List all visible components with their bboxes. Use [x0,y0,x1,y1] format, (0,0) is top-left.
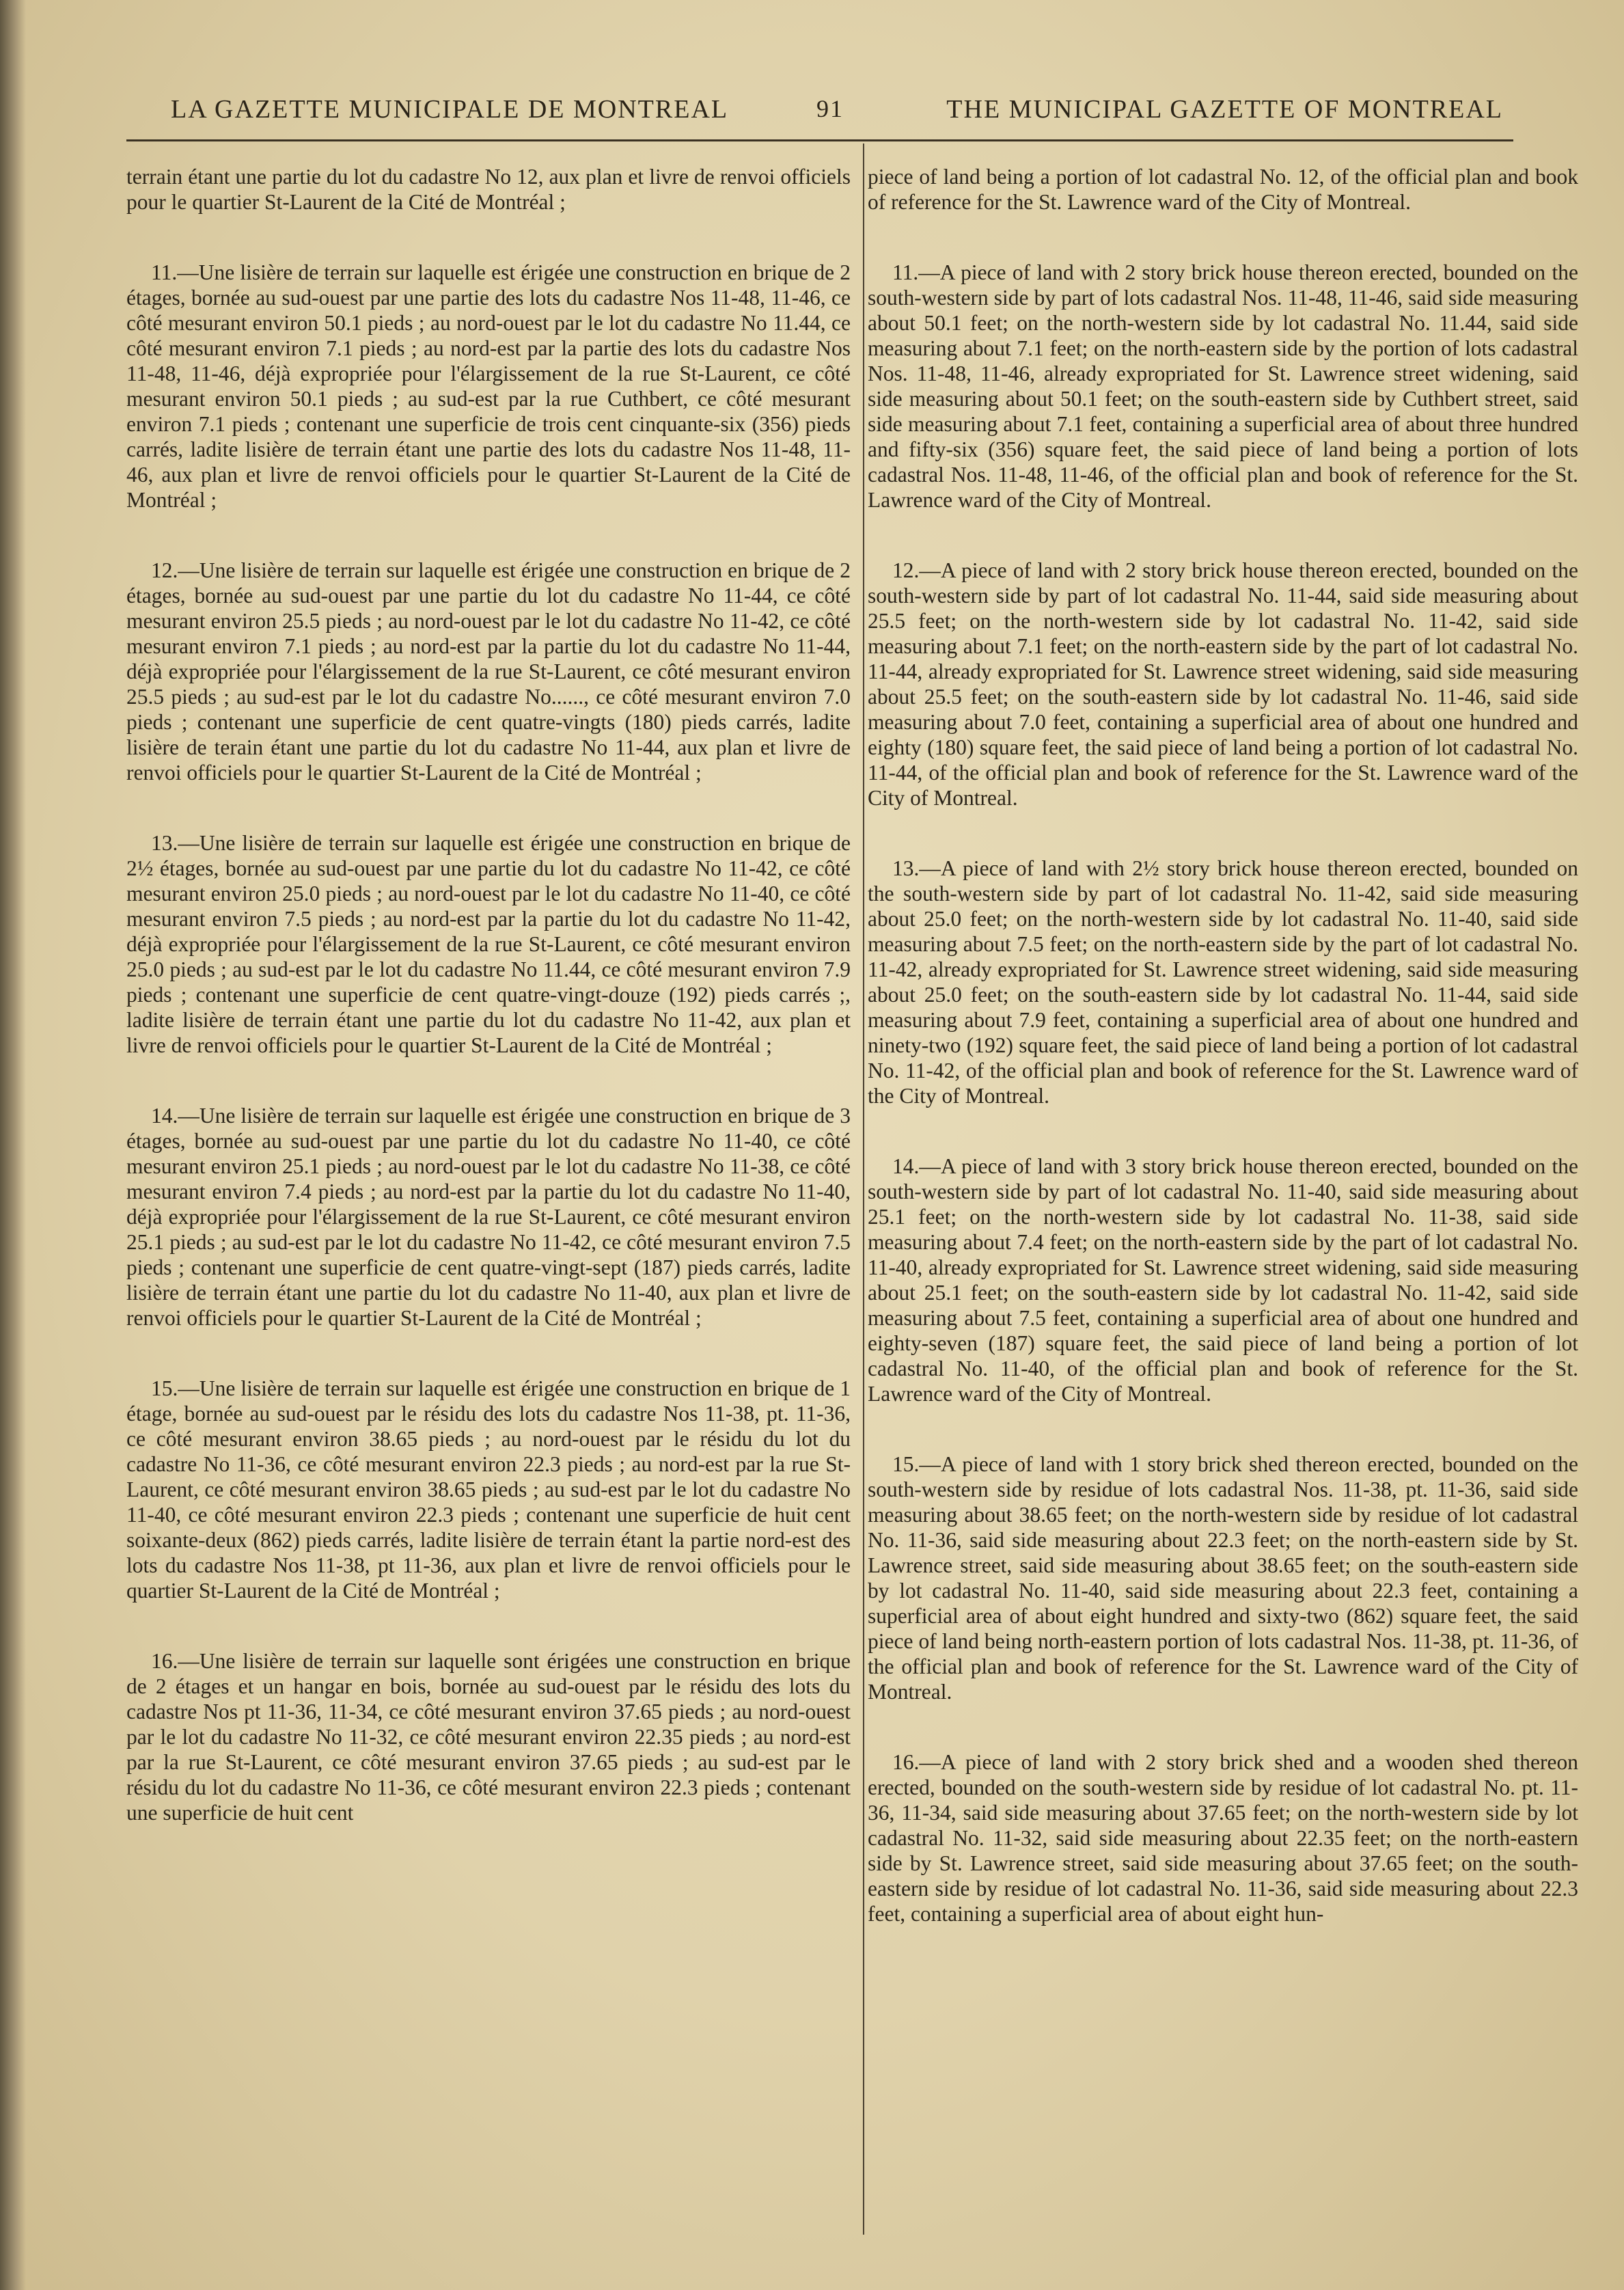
binding-edge [0,0,26,2290]
french-paragraph-continuation: terrain étant une partie du lot du cadastre No 12, aux plan et livre de renvoi officiels pour le quartier St-Laurent de la Cité de Montréal ; [126,165,851,214]
english-paragraph-12: 12.—A piece of land with 2 story brick house thereon erected, bounded on the south-western side by part of lot cadastral No. 11-44, said side measuring about 25.5 feet; on the north-western side by lot cadastral No. 11-42, said side measuring about 7.1 feet; on the north-eastern side by the part of lot cadastral No. 11-44, already expropriated for St. Lawrence street widening, said side measuring about 25.5 feet; on the south-eastern side by lot cadastral No. 11-46, said side measuring about 7.0 feet, containing a superficial area of about one hundred and eighty (180) square feet, the said piece of land being a portion of lot cadastral No. 11-44, of the official plan and book of reference for the St. Lawrence ward of the City of Montreal. [868,558,1578,810]
column-divider [863,144,864,2235]
french-paragraph-11: 11.—Une lisière de terrain sur laquelle est érigée une construction en brique de 2 étages, bornée au sud-ouest par une partie des lots du cadastre Nos 11-48, 11-46, ce côté mesurant environ 50.1 pieds ; au nord-ouest par le lot du cadastre No 11.44, ce côté mesurant environ 7.1 pieds ; au nord-est par la partie des lots du cadastre Nos 11-48, 11-46, déjà expropriée pour l'élargissement de la rue St-Laurent, ce côté mesurant environ 50.1 pieds ; au sud-est par la rue Cuthbert, ce côté mesurant environ 7.1 pieds ; contenant une superficie de trois cent cinquante-six (356) pieds carrés, ladite lisière de terrain étant une partie des lots du cadastre Nos 11-48, 11-46, aux plan et livre de renvoi officiels pour le quartier St-Laurent de la Cité de Montréal ; [126,260,851,512]
english-paragraph-13: 13.—A piece of land with 2½ story brick house thereon erected, bounded on the south-western side by part of lot cadastral No. 11-42, said side measuring about 25.0 feet; on the north-western side by lot cadastral No. 11-40, said side measuring about 7.5 feet; on the north-eastern side by the part of lot cadastral No. 11-42, already expropriated for St. Lawrence street widening, said side measuring about 25.0 feet; on the south-eastern side by lot cadastral No. 11-44, said side measuring about 7.9 feet, containing a superficial area of about one hundred and ninety-two (192) square feet, the said piece of land being a portion of lot cadastral No. 11-42, of the official plan and book of reference for the St. Lawrence ward of the City of Montreal. [868,856,1578,1108]
french-paragraph-15: 15.—Une lisière de terrain sur laquelle est érigée une construction en brique de 1 étage, bornée au sud-ouest par le résidu des lots du cadastre Nos 11-38, pt. 11-36, ce côté mesurant environ 38.65 pieds ; au nord-ouest par le résidu du lot du cadastre No 11-36, ce côté mesurant environ 22.3 pieds ; au nord-est par la rue St-Laurent, ce côté mesurant environ 38.65 pieds ; au sud-est par le lot du cadastre No 11-40, ce côté mesurant environ 22.3 pieds ; contenant une superficie de huit cent soixante-deux (862) pieds carrés, ladite lisière de terrain étant la partie nord-est des lots du cadastre Nos 11-38, pt 11-36, aux plan et livre de renvoi officiels pour le quartier St-Laurent de la Cité de Montréal ; [126,1376,851,1603]
english-column [868,164,1578,1972]
header-french-title: LA GAZETTE MUNICIPALE DE MONTREAL [171,95,729,124]
page-number: 91 [816,95,844,122]
header-english-title: THE MUNICIPAL GAZETTE OF MONTREAL [946,95,1503,124]
french-column [126,164,851,1870]
french-paragraph-14: 14.—Une lisière de terrain sur laquelle est érigée une construction en brique de 3 étages, bornée au sud-ouest par une partie du lot du cadastre No 11-40, ce côté mesurant environ 25.1 pieds ; au nord-ouest par le lot du cadastre No 11-38, ce côté mesurant environ 7.4 pieds ; au nord-est par la partie du lot du cadastre No 11-40, déjà expropriée pour l'élargissement de la rue St-Laurent, ce côté mesurant environ 25.1 pieds ; au sud-est par le lot du cadastre No 11-42, ce côté mesurant environ 7.5 pieds ; contenant une superficie de cent quatre-vingt-sept (187) pieds carrés, ladite lisière de terrain étant une partie du lot du cadastre No 11-40, aux plan et livre de renvoi officiels pour le quartier St-Laurent de la Cité de Montréal ; [126,1104,851,1330]
english-paragraph-continuation: piece of land being a portion of lot cadastral No. 12, of the official plan and book of reference for the St. Lawrence ward of the City of Montreal. [868,165,1578,214]
french-paragraph-16: 16.—Une lisière de terrain sur laquelle sont érigées une construction en brique de 2 étages et un hangar en bois, bornée au sud-ouest par le résidu des lots du cadastre Nos pt 11-36, 11-34, ce côté mesurant environ 37.65 pieds ; au nord-ouest par le lot du cadastre No 11-32, ce côté mesurant environ 22.35 pieds ; au nord-est par la rue St-Laurent, ce côté mesurant environ 37.65 pieds ; au sud-est par le résidu du lot du cadastre No 11-36, ce côté mesurant environ 22.3 pieds ; contenant une superficie de huit cent [126,1649,851,1825]
french-paragraph-12: 12.—Une lisière de terrain sur laquelle est érigée une construction en brique de 2 étages, bornée au sud-ouest par une partie du lot du cadastre No 11-44, ce côté mesurant environ 25.5 pieds ; au nord-ouest par le lot du cadastre No 11-42, ce côté mesurant environ 7.1 pieds ; au nord-est par la partie du lot du cadastre No 11-44, déjà expropriée pour l'élargissement de la rue St-Laurent, ce côté mesurant environ 25.5 pieds ; au sud-est par le lot du cadastre No......, ce côté mesurant environ 7.0 pieds ; contenant une superficie de cent quatre-vingts (180) pieds carrés, ladite lisière de terain étant une partie du lot du cadastre No 11-44, aux plan et livre de renvoi officiels pour le quartier St-Laurent de la Cité de Montréal ; [126,558,851,785]
english-paragraph-15: 15.—A piece of land with 1 story brick shed thereon erected, bounded on the south-western side by residue of lots cadastral Nos. 11-38, pt. 11-36, said side measuring about 38.65 feet; on the north-western side by residue of lot cadastral No. 11-36, said side measuring about 22.3 feet; on the north-eastern side by St. Lawrence street, said side measuring about 38.65 feet; on the south-eastern side by lot cadastral No. 11-40, said side measuring about 22.3 feet, containing a superficial area of about eight hundred and sixty-two (862) square feet, the said piece of land being north-eastern portion of lots cadastral Nos. 11-38, pt. 11-36, of the official plan and book of reference for the St. Lawrence ward of the City of Montreal. [868,1452,1578,1704]
english-paragraph-14: 14.—A piece of land with 3 story brick house thereon erected, bounded on the south-western side by part of lot cadastral No. 11-40, said side measuring about 25.1 feet; on the north-western side by lot cadastral No. 11-38, said side measuring about 7.4 feet; on the north-eastern side by the part of lot cadastral No. 11-40, already expropriated for St. Lawrence street widening, said side measuring about 25.1 feet; on the south-eastern side by lot cadastral No. 11-42, said side measuring about 7.5 feet, containing a superficial area of about one hundred and eighty-seven (187) square feet, the said piece of land being a portion of lot cadastral No. 11-40, of the official plan and book of reference for the St. Lawrence ward of the City of Montreal. [868,1154,1578,1406]
french-paragraph-13: 13.—Une lisière de terrain sur laquelle est érigée une construction en brique de 2½ étages, bornée au sud-ouest par une partie du lot du cadastre No 11-42, ce côté mesurant environ 25.0 pieds ; au nord-ouest par le lot du cadastre No 11-40, ce côté mesurant environ 7.5 pieds ; au nord-est par la partie du lot du cadastre No 11-42, déjà expropriée pour l'élargissement de la rue St-Laurent, ce côté mesurant environ 25.0 pieds ; au sud-est par le lot du cadastre No 11.44, ce côté mesurant environ 7.9 pieds ; contenant une superficie de cent quatre-vingt-douze (192) pieds carrés ;, ladite lisière de terrain étant une partie du lot du cadastre No 11-42, aux plan et livre de renvoi officiels pour le quartier St-Laurent de la Cité de Montréal ; [126,831,851,1057]
english-paragraph-16: 16.—A piece of land with 2 story brick shed and a wooden shed thereon erected, bounded on the south-western side by residue of lot cadastral No. pt. 11-36, 11-34, said side measuring about 37.65 feet; on the north-western side by lot cadastral No. 11-32, said side measuring about 22.35 feet; on the north-eastern side by St. Lawrence street, said side measuring about 37.65 feet; on the south-eastern side by residue of lot cadastral No. 11-36, said side measuring about 22.3 feet, containing a superficial area of about eight hun- [868,1750,1578,1926]
english-paragraph-11: 11.—A piece of land with 2 story brick house thereon erected, bounded on the south-western side by part of lots cadastral Nos. 11-48, 11-46, said side measuring about 50.1 feet; on the north-western side by lot cadastral No. 11.44, said side measuring about 7.1 feet; on the north-eastern side by the portion of lots cadastral Nos. 11-48, 11-46, already expropriated for St. Lawrence street widening, said side measuring about 50.1 feet; on the south-eastern side by Cuthbert street, said side measuring about 7.1 feet, containing a superficial area of about three hundred and fifty-six (356) square feet, the said piece of land being a portion of lots cadastral Nos. 11-48, 11-46, of the official plan and book of reference for the St. Lawrence ward of the City of Montreal. [868,260,1578,512]
header-rule [126,139,1513,141]
page-header [171,89,1503,130]
